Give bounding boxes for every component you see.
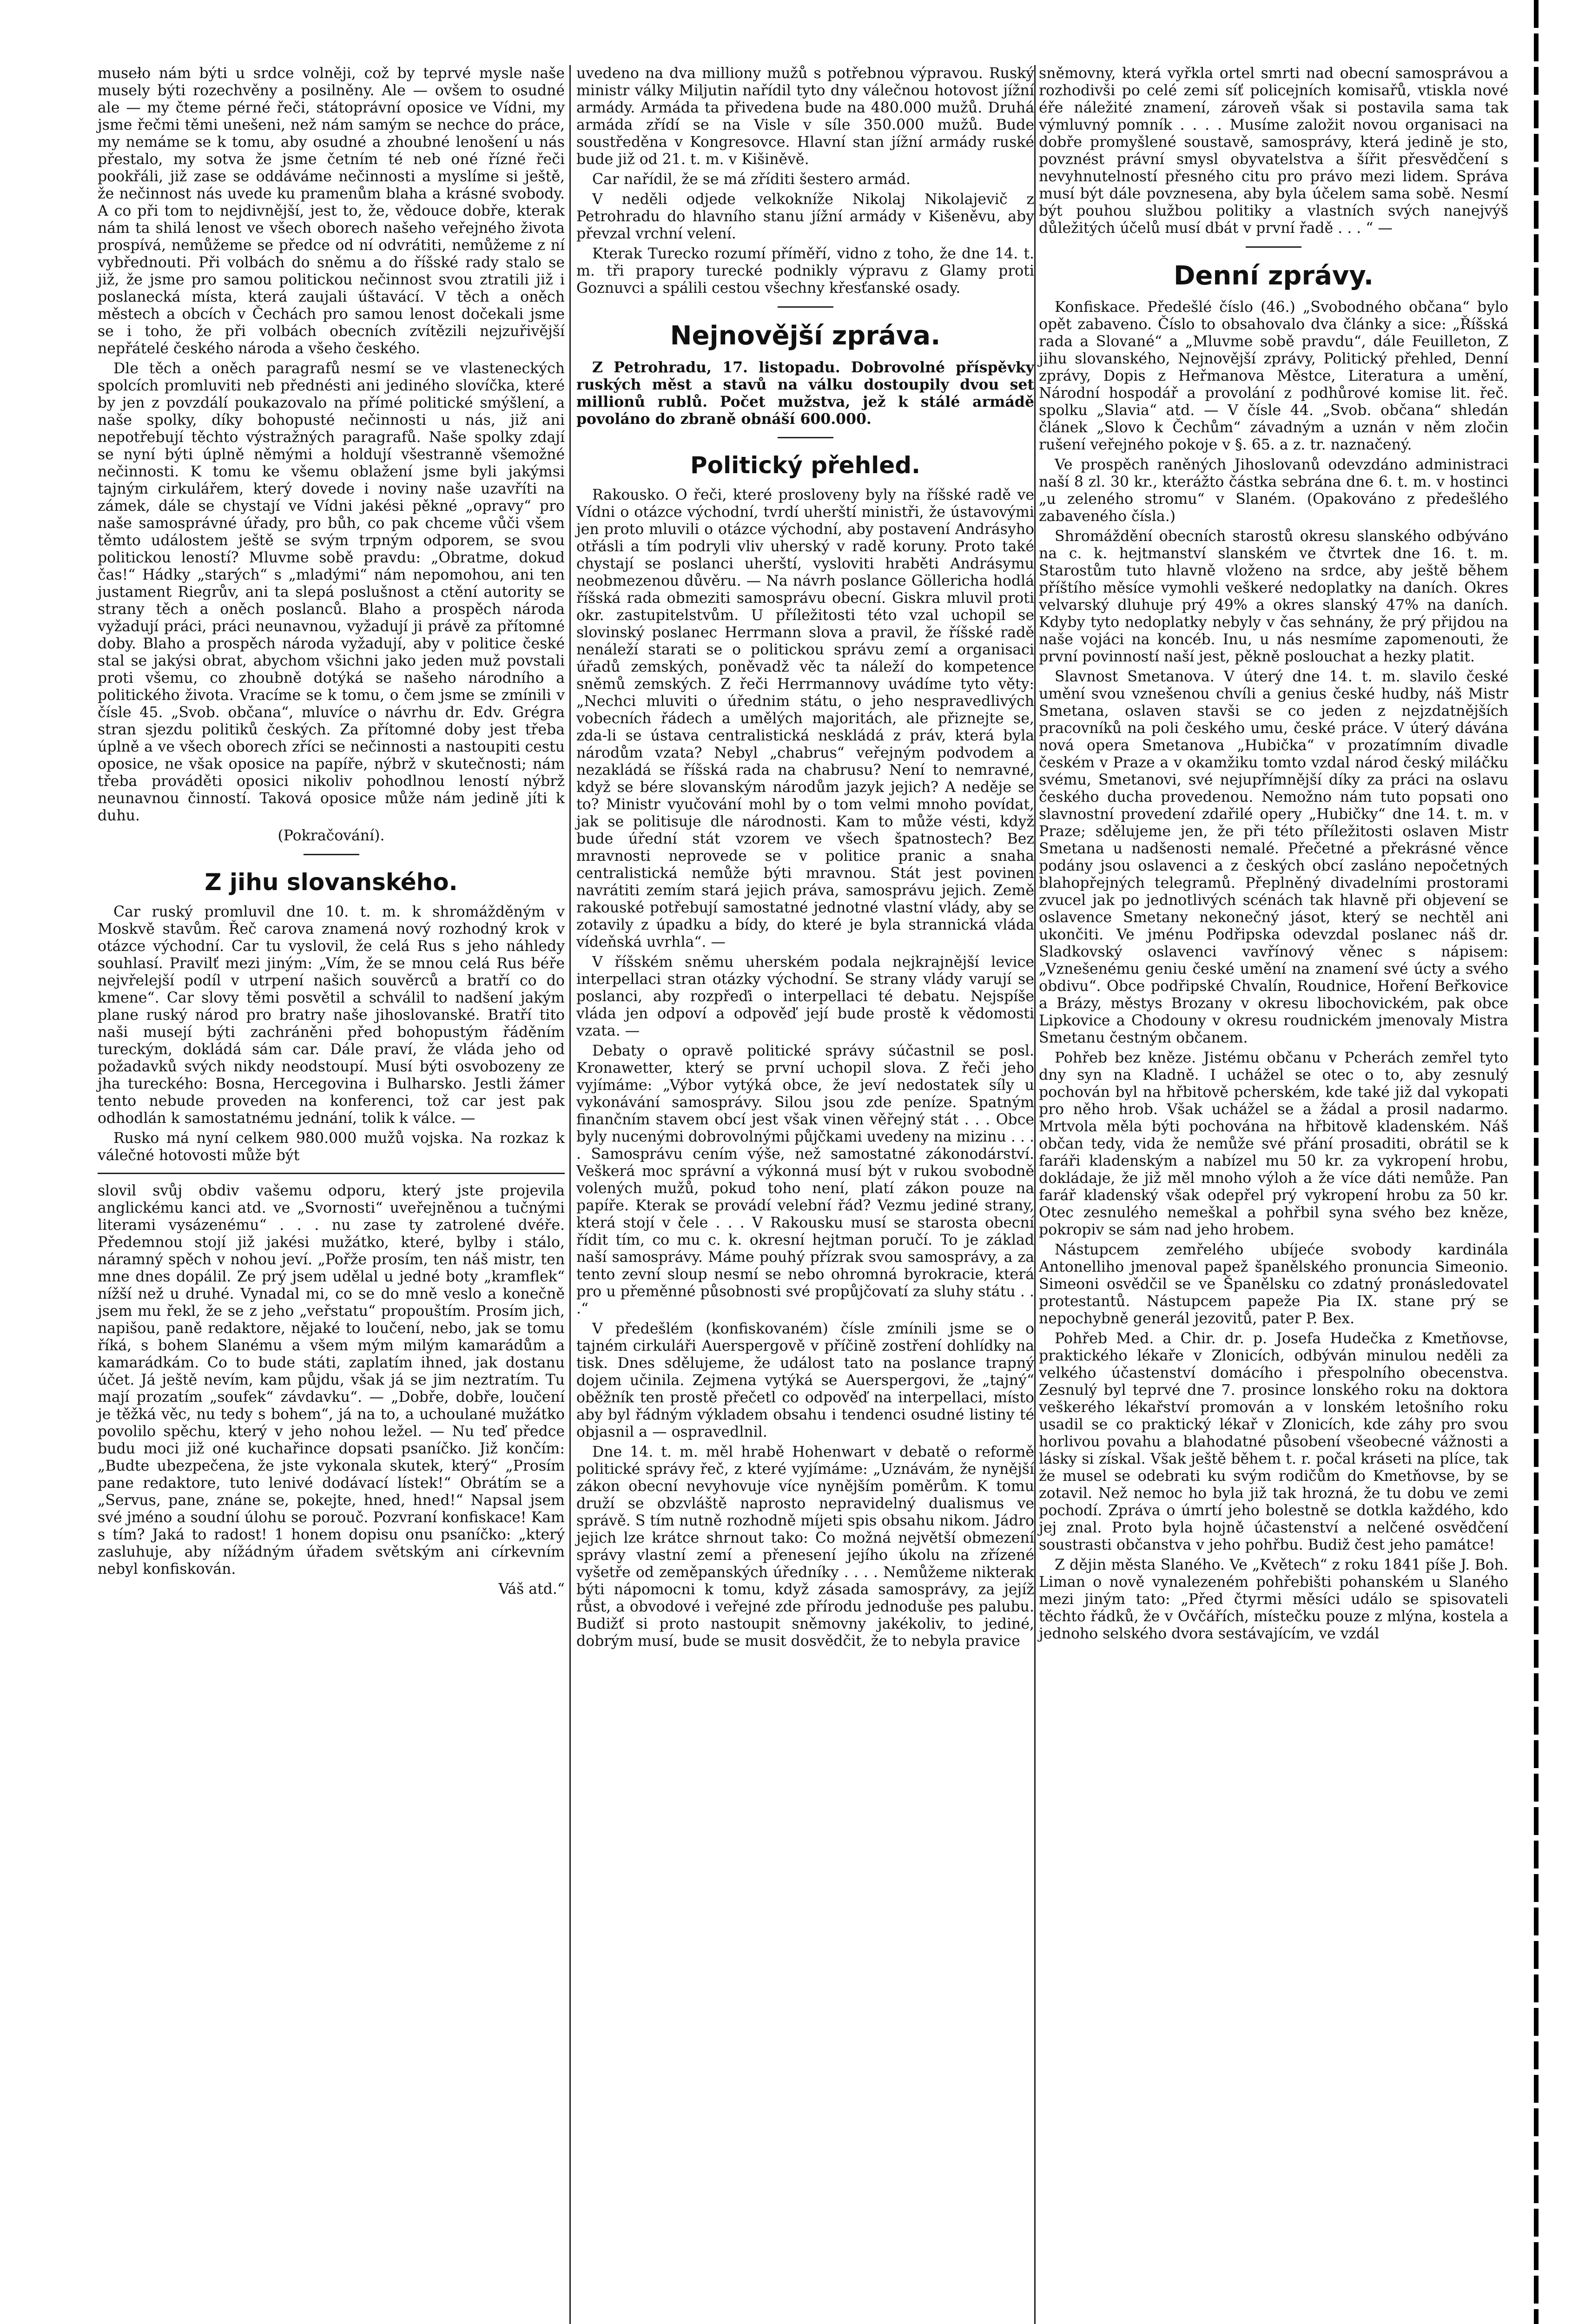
news-item: Slavnost Smetanova. V úterý dne 14. t. m. slavilo české umění svou vznešenou chvíli a genius české hudby, náš Mistr Smetana, oslaven stavši se co jeden z nejzdatnějších pracovníků na poli českého umu, české práce. V úterý dávána nová opera Smetanova „Hubička“ v prozatímním divadle českém v Praze a v okamžiku tomto vzdal národ český miláčku svému, Smetanovi, své nejupřímnější díky za práci na oslavu českého ducha provedenou. Nemožno nám tuto popsati ono slavnostní provedení zdařilé opery „Hubičky“ dne 14. t. m. v Praze; sdělujeme jen, že při této příležitosti oslaven Mistr Smetana u nadšenosti nemalé. Přečetné a překrásné věnce podány jsou oslavenci a z českých obcí zasláno nepočetných blahopřejných telegramů. Přeplněný divadelními prostorami zvucel jak po jednotlivých scénách tak hlavně při objevení se oslavence Smetany nekonečný jásot, který se nechtěl ani ukončiti. Ve jménu Podřipska odevzdal poslanec náš dr. Sladkovský oslavenci vavřínový věnec s nápisem: „Vznešenému geniu české umění na znamení své úcty a svého obdivu“. Obce podřipské Chvalín, Roudnice, Hoření Beřkovice a Brázy, městys Brozany v okresu libochovickém, pak obce Lipkovice a Chodouny v okresu roudnickém jmenovaly Mistra Smetanu čestným občanem. — [1039, 668, 1508, 1046]
article-text: Dle těch a oněch paragrafů nesmí se ve vlasteneckých spolcích promluviti neb přednésti ani jediného slovíčka, které by jen z povzdálí poukazovalo na přímé politické smýšlení, a naše spolky, díky bohopusté nečinnosti u nás, již ani nepotřebují těchto výstražných paragrafů. Naše spolky zdají se nyní býti úplně němými a holdují všestranně všemožné nečinnosti. K tomu ke všemu oblažení jsme byli jakýmsi tajným cirkulářem, který dovede i noviny naše uzavříti na zámek, dále se chystají ve Vídni jakési pěkné „opravy“ pro naše samosprávné úřady, pro bůh, co pak chceme vůči všem těmto událostem ještě se svým trpným odporem, se svou politickou leností? Mluvme sobě pravdu: „Obratme, dokud čas!“ Hádky „starých“ s „mladými“ nám nepomohou, ani ten justament Riegrův, ani ta slepá poslušnost a ctění autority se strany těch a oněch poslanců. Blaho a prospěch národa vyžadují práci, práci neunavnou, vyžadují ji právě za přítomné doby. Blaho a prospěch národa vyžadují, aby v politice české stal se jakýsi obrat, abychom všichni jako jeden muž povstali proti všemu, co zhoubně dotýká se našeho národního a politického života. Vracíme se k tomu, o čem jsme se zmínili v čísle 45. „Svob. občana“, mluvíce o návrhu dr. Edv. Grégra stran sjezdu politiků českých. Za přítomné doby jest třeba úplně a ve všech oborech zříci se nečinnosti a nastoupiti cestu oposice, ne však oposice na papíře, nýbrž v skutečnosti; nám třeba prováděti oposici nikoliv pohodlnou leností nýbrž neunavnou činností. Taková oposice může nám jedině jíti k duhu. — [98, 360, 565, 824]
news-item: Shromáždění obecních starostů okresu slanského odbýváno na c. k. hejtmanství slanském ve čtvrtek dne 16. t. m. Starostům tuto hlavně vloženo na srdce, aby ještě během příštího měsíce vymohli veškeré nedoplatky na daních. Okres velvarský dluhuje prý 49% a okres slanský 47% na daních. Kdyby tyto nedoplatky nebyly v čas sehnány, že prý přijdou na naše vojáci na koncéb. Inu, u nás nesmíme zapomenouti, že první povinností naší jest, pěkně poslouchat a hezky platit. — [1039, 528, 1508, 665]
continued-note: (Pokračování). — [277, 827, 385, 844]
column-rule — [569, 65, 571, 2324]
news-item: Nástupcem zemřelého ubíjeće svobody kardinála Antonelliho jmenoval papež španělského pronuncia Simeonio. Simeoni osvědčil se ve Španělsku co zdatný pronásledovatel protestantů. Nástupcem papeže Pia IX. stane prý se nepochybně generál jezovitů, pater P. Bex. — [1039, 1241, 1508, 1327]
divider — [778, 437, 833, 438]
divider — [778, 306, 833, 308]
article-text: Rusko má nyní celkem 980.000 mužů vojska. Na rozkaz k válečné hotovosti může být — [98, 1130, 565, 1164]
article-text: Kterak Turecko rozumí příměří, vidno z toho, že dne 14. t. m. tři prapory turecké podnikly výpravu z Glamy proti Goznuvci a spálili cestou všechny křesťanské osady. — [576, 245, 1034, 297]
article-text: V předešlém (konfiskovaném) čísle zmínili jsme se o tajném cirkuláři Auerspergově v příčině zostření dohlídky na tisk. Dnes sdělujeme, že událost tato na poslance trapný dojem učinila. Zejmena vytýká se Auerspergovi, že „tajný“ oběžník ten prostě přečetl co odpověď na interpellaci, místo aby byl řádným výkladem obsahu i tendenci osudné listiny té objasnil a — ospravedlnil. — [576, 1320, 1034, 1440]
news-item: Z dějin města Slaného. Ve „Květech“ z roku 1841 píše J. Boh. Liman o nově vynalezeném pohřebišti pohanském u Slaného mezi jiným tato: „Před čtyrmi měsíci událo se spisovateli těchto řádků, že v Ovčářích, místečku pouze z mlýna, kostela a jednoho selského dvora sestávajícím, ve vzdál — [1039, 1557, 1508, 1642]
column-1 — [98, 65, 565, 1601]
signature: Váš atd.“ — [498, 1581, 565, 1598]
section-heading-jih: Z jihu slovanského. — [205, 869, 458, 896]
news-item: Pohřeb Med. a Chir. dr. p. Josefa Hudečka z Kmetňovse, praktického lékaře v Zlonicích, odbýván minulou neděli za velkého účastenství domácího i přespolního obecenstva. Zesnulý byl teprvé dne 7. prosince lonského roku na doktora veškerého lékařství promován a v lonském letošního roku usadil se co praktický lékař v Zlonicích, kde záhy pro svou horlivou povahu a blahodatné působení všeobecné vážnosti a lásky si získal. Však ještě během t. r. počal kráseti na plíce, tak že musel se odebrati ku svým rodičům do Kmetňovse, by se zotavil. Než nemoc ho byla již tak hrozná, že tu dobu ve zemi pochodí. Zpráva o úmrtí jeho bolestně se dotkla každého, kdo jej znal. Proto byla hojně účastenství a nelčené osvědčení soustrasti občanstva v jeho pohřbu. Budiž čest jeho památce! — [1039, 1330, 1508, 1553]
article-text: V říšském sněmu uherském podala nejkrajnější levice interpellaci stran otázky východní. Se strany vlády varují se poslanci, aby rozpřeďi o interpellaci té debatu. Nejspíše vláda jen odpoví a odpověď její bude prostě k vědomosti vzata. — — [576, 954, 1034, 1039]
article-text: museło nám býti u srdce volněji, což by teprvé mysle naše musely býti rozechvěny a posilněny. Ale — ovšem to osudné ale — my čteme pérné řeči, státoprávní oposice ve Vídni, my jsme řečmi těmi unešeni, než nám samým se nechce do práce, my nemáme se k tomu, aby osudné a zhoubné lenošení u nás přestalo, my sotva že jsme četním té neb oné řízné řeči pookřáli, již zase se oddáváme nečinnosti a myslíme si ještě, že nečinnost nás uvede ku pramenům blaha a krásné svobody. A co při tom to nejdivnější, jest to, že, vědouce dobře, kterak nám ta shilá lenost ve všech oborech našeho veřejného života prospívá, nemůžeme se předce od ní odvrátiti, nemůžeme z ní vybřednouti. Při volbách do sněmu a do říšské rady stalo se již, že jsme pro samou politickou nečinnost svou ztratili již i poslanecká místa, která zaujali úštavácí. V těch a oněch městech a obcích v Čechách pro samou lenost dočekali jsme se i toho, že při volbách obecních zvítězili nejzuřivější nepřátelé českého národa a všeho českého. — [98, 65, 565, 357]
article-text: uvedeno na dva milliony mužů s potřebnou výpravou. Ruský ministr války Miljutin nařídil tyto dny válečnou hotovost jížní armády. Armáda ta přivedena bude na 480.000 mužů. Druhá armáda zřídí se na Visle v síle 350.000 mužů. Bude soustředěna v Kongresovce. Hlavní stan jížní armády ruské bude již od 21. t. m. v Kišiněvě. — [576, 65, 1034, 168]
feuilleton-divider — [98, 1173, 565, 1174]
section-heading-politicky: Politický přehled. — [690, 452, 920, 479]
section-heading-nejnovejsi: Nejnovější zpráva. — [670, 321, 941, 351]
column-rule — [1034, 65, 1036, 2324]
article-text: Car nařídil, že se má zříditi šestero armád. — [592, 171, 911, 188]
column-3 — [1039, 65, 1508, 1645]
article-text: Debaty o opravě politické správy súčastnil se posl. Kronawetter, který se první uchopil slova. Z řeči jeho vyjímáme: „Výbor vytýká obce, že jeví nedostatek síly u vykonávání samosprávy. Silou jsou zde peníze. Spatným finančním stavem obcí jest však vinen věřejný stát . . . Obce byly nucenými dobrovolnými půjčkami uvedeny na mizinu . . . . Samosprávu cením výše, než samostatné zákonodárství. Veškerá moc správní a výkonná musí být v rukou svobodně volených mužů, pokud toho není, platí zákon pouze na papíře. Kterak se provádí velební řád? Vezmu jediné strany, která stojí v čele . . . V Rakousku musí se starosta obecní řídit tím, co mu c. k. okresní hejtman poručí. To je základ naší samosprávy. Máme pouhý přízrak svou samosprávy, a za tento zevní sloup nesmí se nebo ohromná byrokracie, která pro u přeměnné působnosti své propůjčovatí za sluhy státu . . .“ — [576, 1043, 1034, 1317]
newspaper-page — [98, 65, 1508, 2324]
column-2 — [576, 65, 1034, 1653]
divider — [1246, 246, 1301, 248]
news-item: Pohřeb bez kněze. Jistému občanu v Pcherách zemřel tyto dny syn na Kladně. I uchážel se otec o to, aby zesnulý pochován byl na hřbitově pcherském, kde také již dal vykopati pro něho hrob. Však uchážel se a žádal a prosil nadarmo. Mrtvola měla býti pochována na hřbitově kladenském. Náš občan tedy, vida že nemůže své přání prosaditi, obrátil se k faráři kladenským a nabízel mu 50 kr. za vykropení hrobu, dokládaje, že již měl mnoho výloh a že více dáti nemůže. Pan farář kladenský však odepřel prý vykropení hrobu za 50 kr. Otec zesnulého nemeškal a pohřbil syna svého bez kněze, pokropiv se sám nad jeho hrobem. — [1039, 1050, 1508, 1238]
article-text: Dne 14. t. m. měl hrabě Hohenwart v debatě o reformě politické správy řeč, z které vyjímáme: „Uznávám, že nynější zákon obecní nevyhovuje více nynějším poměrům. K tomu druží se obzvláště naprosto nepravidelný dualismus ve správě. S tím nutně rozhodně míjeti spis obsahu nikom. Jádro jejich lze krátce shrnout tako: Co možná největší obmezení správy vlastní zemí a přenesení jejího úkolu na zřízené vyšetře od zeměpanských úředníky . . . . Nemůžeme nikterak býti nápomocni k tomu, když zásada samosprávy, za jejíž růst, a obvodové i veřejné zde přírodu jednoduše pes palubu. Budižť si proto nastoupit sněmovny jakékoliv, to jediné, dobrým musí, bude se musit dosvědčit, že to nebyla pravice — [576, 1444, 1034, 1650]
page-edge-border — [1534, 0, 1539, 2324]
news-item: Konfiskace. Předešlé číslo (46.) „Svobodného občana“ bylo opět zabaveno. Číslo to obsahovalo dva články a sice: „Říšská rada a Slované“ a „Mluvme sobě pravdu“, dále Feuilleton, Z jihu slovanského, Nejnovější zprávy, Politický přehled, Denní zprávy, Dopis z Heřmanova Městce, Literatura a umění, Národní hospodář a provolání z podhůrové komise lit. řeč. spolku „Slavia“ atd. — V čísle 44. „Svob. občana“ shledán článek „Slovo k Čechům“ závadným a uznán v něm zločin rušení veřejného pokoje v §. 65. a z. tr. naznačený. — [1039, 299, 1508, 453]
feuilleton-text: slovil svůj obdiv vašemu odporu, který jste projevila anglickému kanci atd. ve „Svornosti“ uveřejněnou a tučnými literami vysázenému“ . . . nu zase ty zatrolené dvéře. Předemnou stojí již jakési mužátko, které, bylby i stálo, náramný spěch v nohou jeví. „Pořže prosím, ten náš mistr, ten mne dnes dopálil. Ze prý jsem udělal u jedné boty „kramflek“ nížší než u druhé. Vynadal mi, co se do mně veslo a konečně jsem mu řekl, že se z jeho „veřstatu“ propouštím. Prosím jich, napišou, paně redaktore, nějaké to loučení, nebo, jak se tomu říká, s bohem Slanému a všem mým milým kamarádům a kamarádkám. Co to bude státi, zaplatím ihned, jak dostanu účet. Já ještě nevím, kam půjdu, však já se jim neztratím. Tu mají prozatím „soufek“ závdavku“. — „Dobře, dobře, loučení je těžká věc, nu tedy s bohem“, já na to, a uchoulané mužátko povolilo spěchu, který v jeho nohou ležel. — Nu teď předce budu moci již oné kuchařince dopsati psaníčko. Již končím: „Budte ubezpečena, že jste vykonala skutek, který“ „Prosím pane redaktore, tuto lenivé dodávací lístek!“ Obrátím se a „Servus, pane, znáne se, pokejte, hned, hned!“ Napsal jsem své jméno a soudní úlohu se porouč. Pozvraní konfiskace! Kam s tím? Jaká to radost! 1 honem dopisu onu psaníčko: „který zasluhuje, aby nížádným úřadem světským ani církevním nebyl konfiskován. — [98, 1182, 565, 1578]
news-item: Ve prospěch raněných Jihoslovanů odevzdáno administraci naší 8 zl. 30 kr., kterážto částka sebrána dne 6. t. m. v hostinci „u zeleného stromu“ v Slaném. (Opakováno z předešlého zabaveného čísla.) — [1039, 456, 1508, 525]
section-heading-denni: Denní zprávy. — [1173, 261, 1374, 291]
article-text: sněmovny, která vyřkla ortel smrti nad obecní samosprávou a rozhodivši po celé zemi síť policejních komisařů, vtiskla nové éře náležité znamení, zároveň však si postavila sama tak výmluvný pomník . . . . Musíme založit novou organisaci na dobře promyšlené soustavě, samosprávy, která jedině je sto, povznést právní smysl obyvatelstva a šířit přesvědčení s nevyhnutelností přesného citu pro právo mezi lidem. Správa musí být dále povznesena, aby byla účelem sama sobě. Nesmí být pouhou službou politiky a vlastních svých nanejvýš důležitých účelů musí dbát v první řadě . . . “ — — [1039, 65, 1508, 237]
divider — [304, 854, 359, 855]
article-text: V neděli odjede velkokníže Nikolaj Nikolajevič z Petrohradu do hlavního stanu jížní armády v Kišeněvu, aby převzal vrchní velení. — [576, 191, 1034, 242]
article-text: Car ruský promluvil dne 10. t. m. k shromážděným v Moskvě stavům. Řeč carova znamená nový rozhodný krok v otázce východní. Car tu vyslovil, že celá Rus s jeho náhledy souhlasí. Pravilť mezi jiným: „Vím, že se mnou celá Rus béře nejvřelejší podíl v utrpení našich souvěrců a bratří co do kmene“. Car slovy těmi posvětil a schválil to nadšení jakým plane ruský národ pro bratry naše jihoslovanské. Bratří tito naši musejí býti zachráněni před bohopustým řáděním tureckým, dokládá sám car. Dále praví, že vláda jeho od požadavků svých nikdy neodstoupí. Musí býti osvobozeny ze jha tureckého: Bosna, Hercegovina i Bulharsko. Jestli žámer tento nebude proveden na konferenci, tož car jest pak odhodlán k samostatnému jednání, tolik k válce. — — [98, 904, 565, 1127]
article-text: Rakousko. O řeči, které prosloveny byly na říšské radě ve Vídni o otázce východní, tvrdí uherští ministři, že ústavovými jen proto mluvili o otázce východní, aby postavení Andrásyho otřásli a tím podryli vliv uherský v radě koruny. Proto také chystají se poslanci uherští, vysloviti hraběti Andrásymu neobmezenou důvěru. — Na návrh poslance Göllericha hodlá říšská rada obmeziti samosprávu obecní. Giskra mluvil proti okr. zastupitelstvům. U příležitosti této vzal uchopil se slovinský poslanec Herrmann slova a pravil, že říšské radě nenáleží starati se o politickou správu zemí a organisaci úřadů zemských, poněvadž věc ta náleží do kompetence sněmů zemských. Z řeči Herrmannovy uvádíme tyto věty: „Nechci mluviti o úřednim státu, o jeho nespravedlivých vobecních řádech a umělých majoritách, ale přiznejte se, zda-li se ústava centralistická neskládá z práv, která byla národům vzata? Nebyl „chabrus“ veřejným podvodem a nezakládá se říšská rada na chabrusu? Není to nemravné, když se bére slovanským národům jazyk jejich? A neděje se to? Ministr vyučování mohl by o tom velmi mnoho povídat, jak se politisuje dle národnosti. Kam to může vésti, když bude úřední stát vzorem ve všech špatnostech? Bez mravnosti neprovede se v politice pranic a snaha centralistická nemůže býti mravnou. Stát jest povinen navrátiti zemím stará jejich práva, samosprávu jejich. Země rakouské potřebují samostatné jednotné vlastní vlády, aby se zotavily z úpadku a bídy, do které je byla strannická vláda vídeňská uvrhla“. — — [576, 487, 1034, 951]
latest-news-text: Z Petrohradu, 17. listopadu. Dobrovolné příspěvky ruských měst a stavů na válku dostoupily dvou set millionů rublů. Počet mužstva, jež k stálé armádě povoláno do zbraně obnáší 600.000. — [576, 359, 1034, 428]
